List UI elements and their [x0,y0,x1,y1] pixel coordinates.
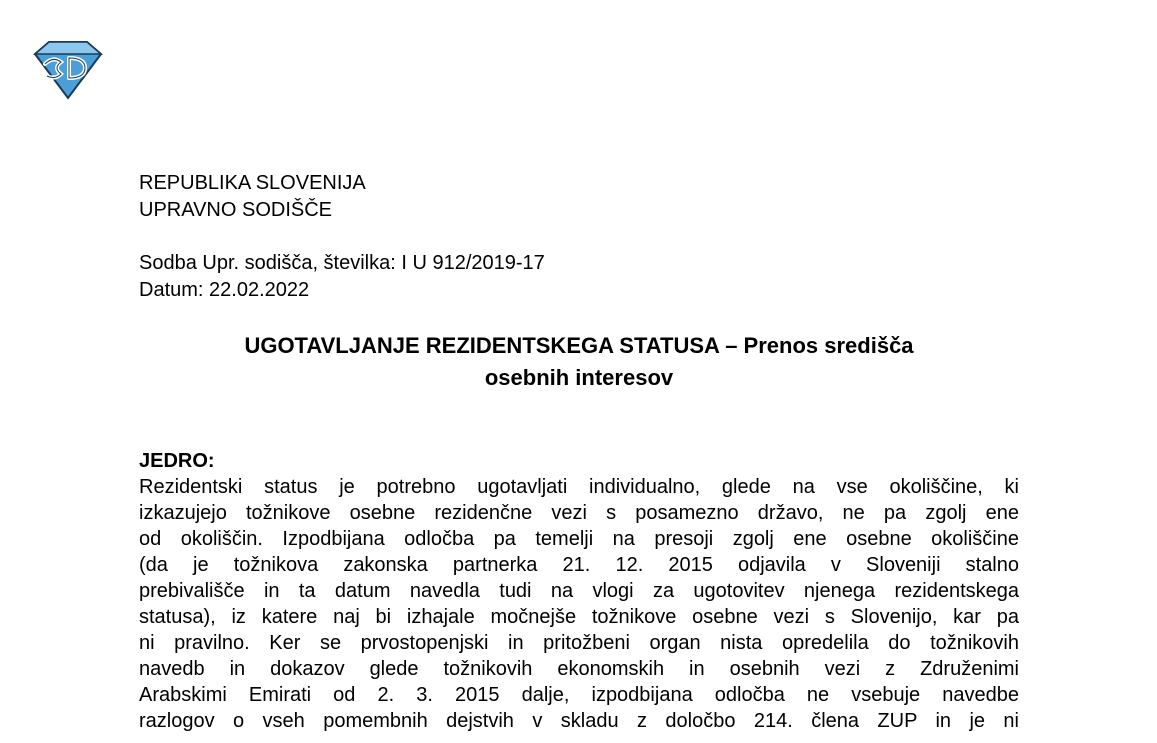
title-line-1: UGOTAVLJANJE REZIDENTSKEGA STATUSA – Prenos središča [244,333,914,358]
summary-text [139,474,1019,734]
case-date: Datum: 22.02.2022 [139,279,310,301]
document-title [139,330,1019,394]
summary-line: razlogov o vseh pomembnih dejstvih v skladu z določbo 214. člena ZUP in je ni [139,710,1019,732]
summary-line: izkazujejo tožnikove osebne rezidenčne vezi s posamezno državo, ne pa zgolj ene [139,502,1019,524]
summary-line: od okoliščin. Izpodbijana odločba pa temelji na presoji zgolj ene osebne okoliščine [139,528,1019,550]
court-header [139,170,366,224]
summary-heading: JEDRO: [139,450,215,472]
summary-line: ni pravilno. Ker se prvostopenjski in pritožbeni organ nista opredelila do tožnikovih [139,632,1019,654]
header-country: REPUBLIKA SLOVENIJA [139,172,366,194]
summary-line: prebivališče in ta datum navedla tudi na vlogi za ugotovitev njenega rezidentskega [139,580,1019,602]
summary-line: statusa), iz katere naj bi izhajale močnejše tožnikove osebne vezi s Slovenijo, kar pa [139,606,1019,628]
summary-line: navedb in dokazov glede tožnikovih ekonomskih in osebnih vezi z Združenimi [139,658,1019,680]
case-number: Sodba Upr. sodišča, številka: I U 912/2019-17 [139,252,545,274]
title-line-2: osebnih interesov [484,365,674,390]
summary-line: Rezidentski status je potrebno ugotavljati individualno, glede na vse okoliščine, ki [139,476,1019,498]
summary-line: Arabskimi Emirati od 2. 3. 2015 dalje, izpodbijana odločba ne vsebuje navedbe [139,684,1019,706]
court-logo [31,40,103,100]
case-meta [139,250,545,304]
header-court: UPRAVNO SODIŠČE [139,199,332,221]
sodnik-diamond-logo-icon [31,40,103,100]
summary-line: (da je tožnikova zakonska partnerka 21. 12. 2015 odjavila v Sloveniji stalno [139,554,1019,576]
